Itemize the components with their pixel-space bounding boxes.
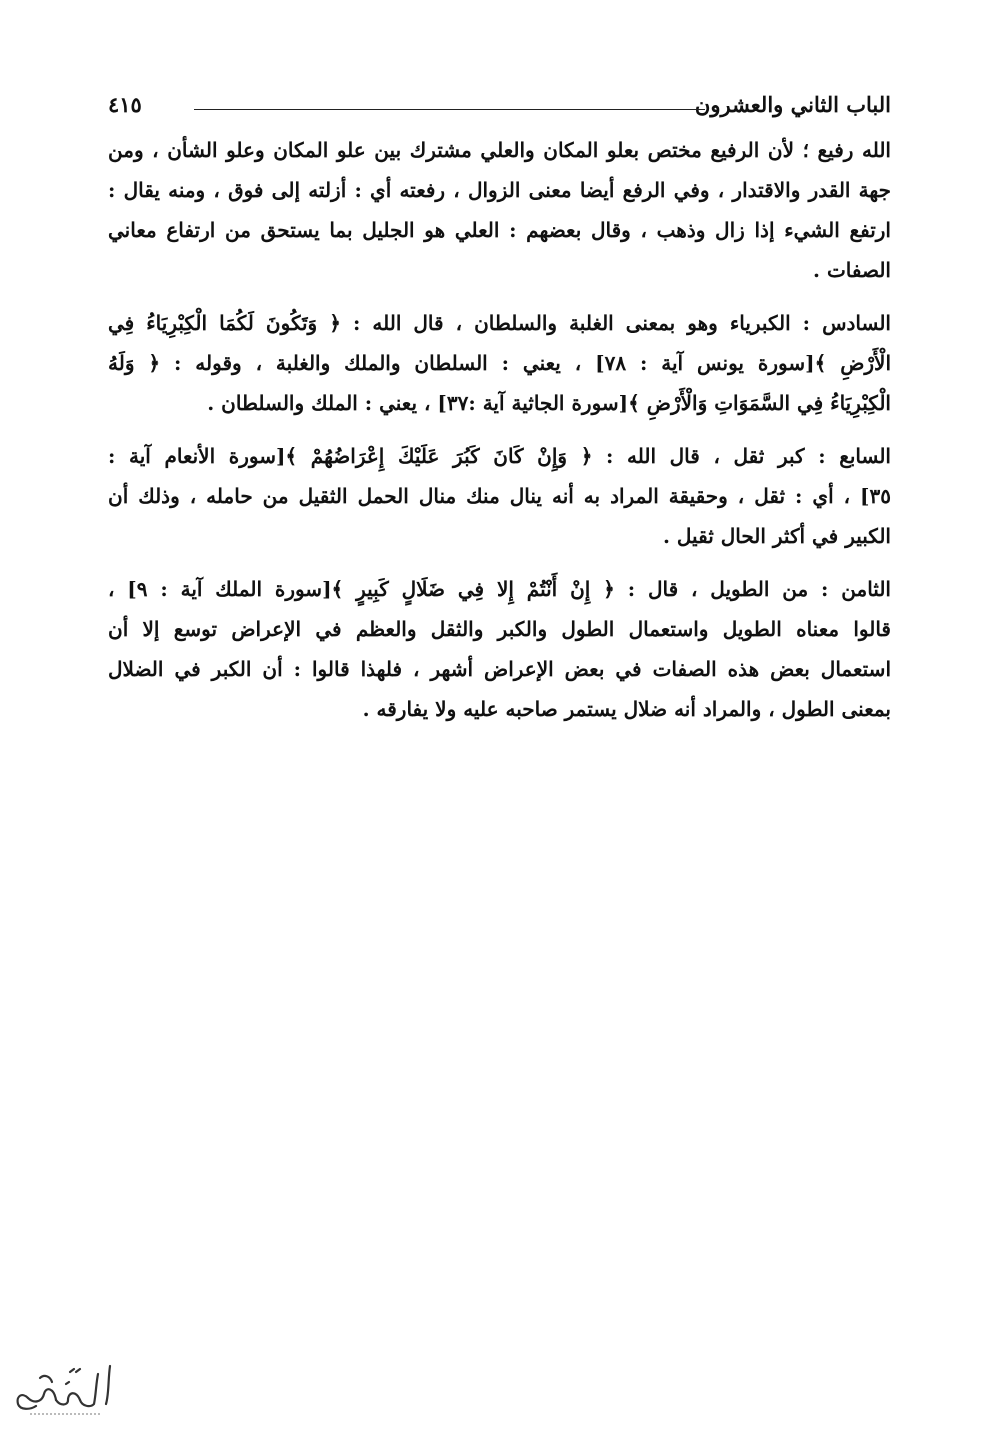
paragraph-4 xyxy=(108,569,891,729)
publisher-logo xyxy=(10,1360,120,1422)
text-line: بمعنى الطول ، والمراد أنه ضلال يستمر صاحبه عليه ولا يفارقه . xyxy=(362,697,891,721)
chapter-title: الباب الثاني والعشرون xyxy=(694,92,891,117)
text-line: الثامن : من الطويل ، قال : ﴿ إِنْ أَنْتُمْ إِلا فِي ضَلَالٍ كَبِيرٍ ﴾[سورة الملك آية : ٩] ، xyxy=(108,577,891,601)
page-body xyxy=(108,130,891,729)
paragraph-3 xyxy=(108,436,891,556)
page-header xyxy=(108,92,891,124)
text-line: السابع : كبر ثقل ، قال الله : ﴿ وَإِنْ كَانَ كَبُرَ عَلَيْكَ إِعْرَاضُهُمْ ﴾[سورة الأنعام آية : xyxy=(108,444,891,468)
text-line: ٣٥] ، أي : ثقل ، وحقيقة المراد به أنه ينال منك منال الحمل الثقيل من حامله ، وذلك أن xyxy=(108,484,891,508)
text-line: جهة القدر والاقتدار ، وفي الرفع أيضا معنى الزوال ، رفعته أي : أزلته إلى فوق ، ومنه يقال : xyxy=(108,178,891,202)
text-line: السادس : الكبرياء وهو بمعنى الغلبة والسلطان ، قال الله : ﴿ وَتَكُونَ لَكُمَا الْكِبْرِيَاءُ فِي xyxy=(108,311,891,335)
text-line: الصفات . xyxy=(813,258,891,282)
text-line: قالوا معناه الطويل واستعمال الطول والكبر والثقل والعظم في الإعراض توسع إلا أن xyxy=(108,617,891,641)
page-number: ٤١٥ xyxy=(108,92,142,117)
text-line: استعمال بعض هذه الصفات في بعض الإعراض أشهر ، فلهذا قالوا : أن الكبر في الضلال xyxy=(108,657,891,681)
text-line: ارتفع الشيء إذا زال وذهب ، وقال بعضهم : العلي هو الجليل بما يستحق من ارتفاع معاني xyxy=(108,218,891,242)
text-line: الْكِبْرِيَاءُ فِي السَّمَوَاتِ وَالْأَرْضِ ﴾[سورة الجاثية آية :٣٧] ، يعني : الملك والسلطان . xyxy=(207,391,891,415)
paragraph-2 xyxy=(108,303,891,423)
paragraph-1 xyxy=(108,130,891,290)
header-rule xyxy=(194,109,705,110)
text-line: الْأَرْضِ ﴾[سورة يونس آية : ٧٨] ، يعني : السلطان والملك والغلبة ، وقوله : ﴿ وَلَهُ xyxy=(108,351,891,375)
text-line: الله رفيع ؛ لأن الرفيع مختص بعلو المكان والعلي مشترك بين علو المكان وعلو الشأن ، ومن xyxy=(108,138,891,162)
text-line: الكبير في أكثر الحال ثقيل . xyxy=(662,524,891,548)
